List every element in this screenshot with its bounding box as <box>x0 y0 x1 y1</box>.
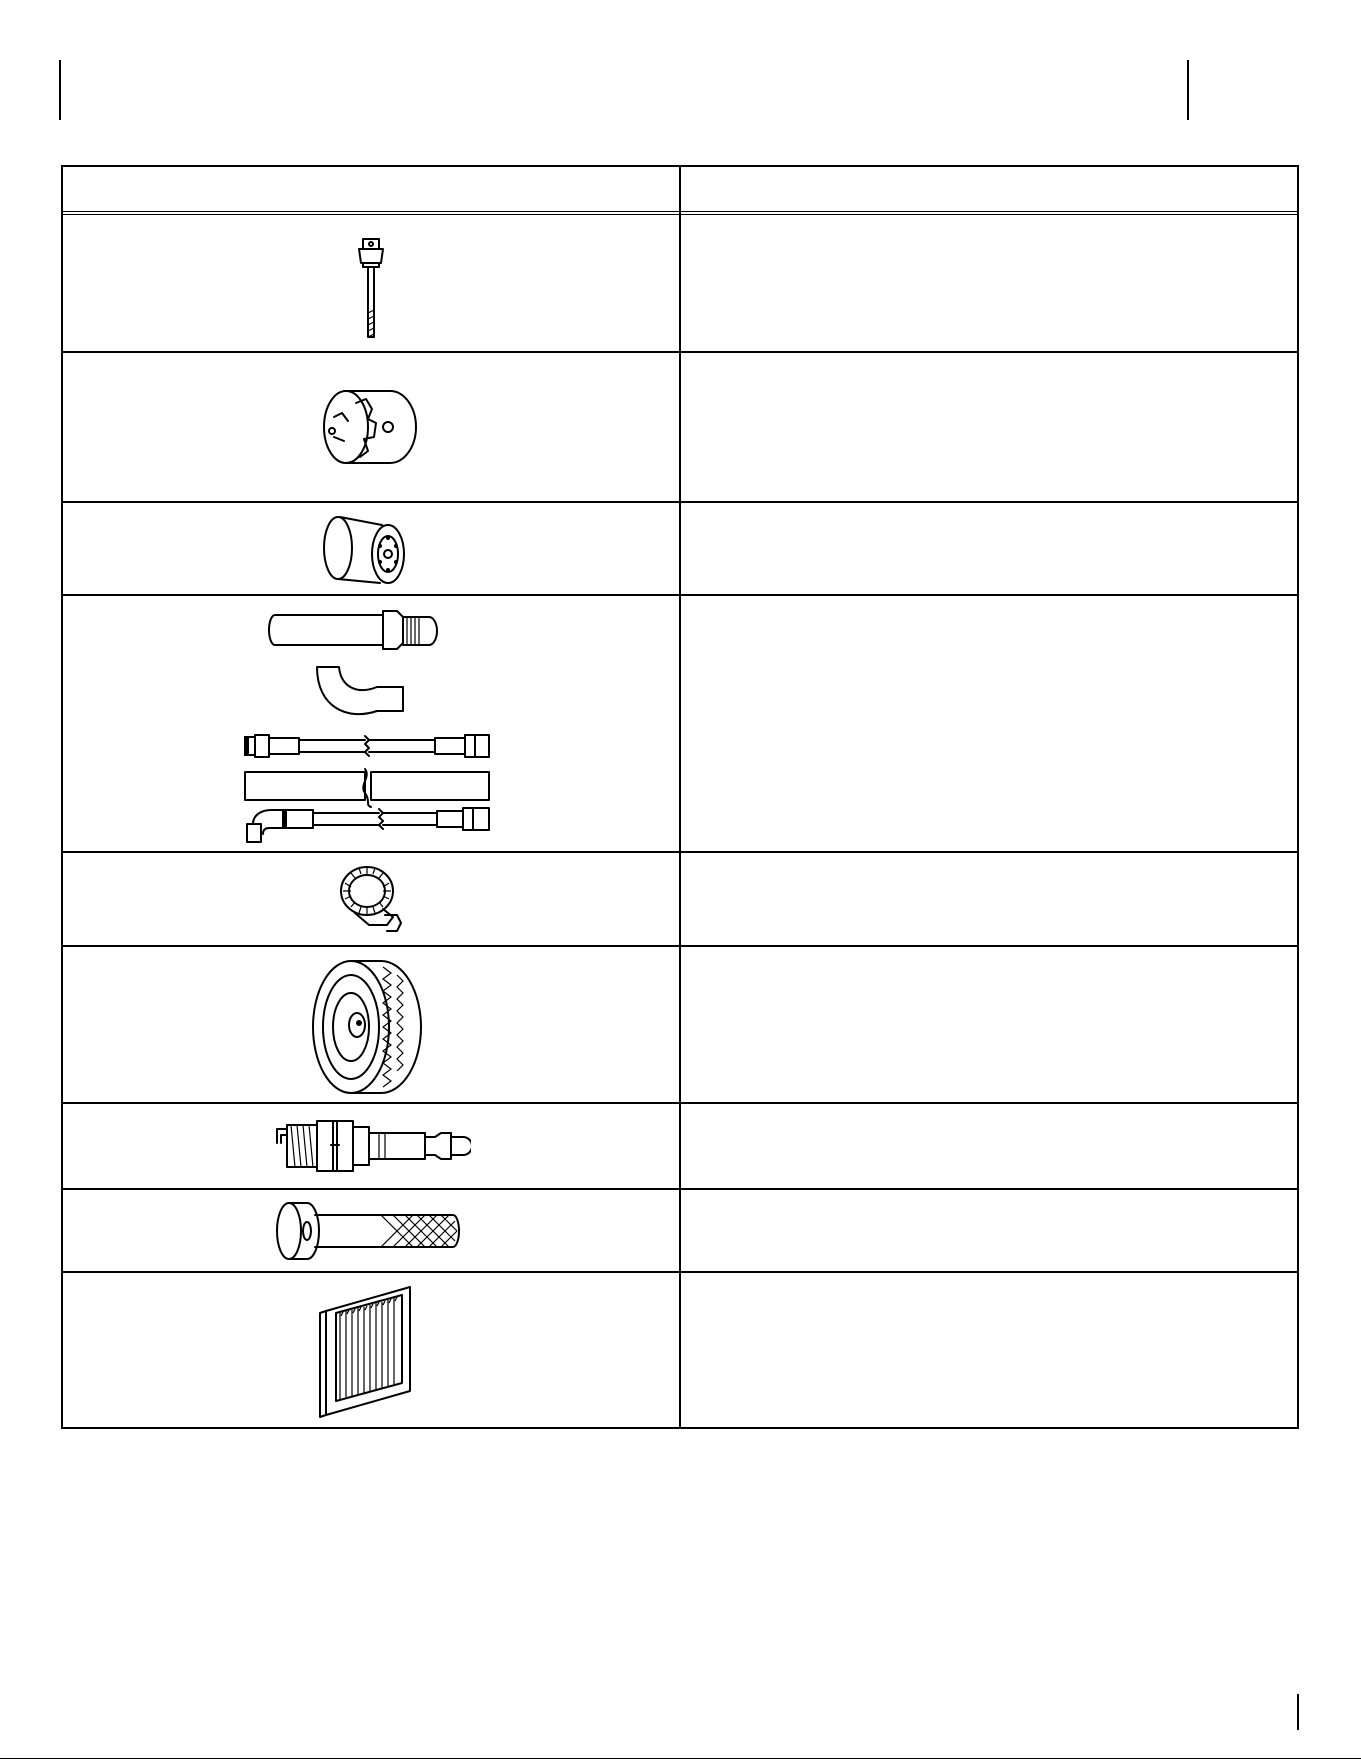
table-row <box>63 509 679 589</box>
table-row <box>63 1113 679 1179</box>
crop-mark-bottom-right <box>1297 1694 1299 1730</box>
crop-mark-left <box>59 60 61 120</box>
row-separator <box>63 594 1297 596</box>
table-row <box>63 233 679 343</box>
footer-rule <box>0 1758 1361 1759</box>
parts-table <box>61 165 1299 1429</box>
oil-filter-icon <box>316 509 426 589</box>
hose-set-icon <box>231 607 511 847</box>
row-separator <box>63 501 1297 503</box>
row-separator <box>63 1188 1297 1190</box>
table-row <box>63 1201 679 1261</box>
row-separator <box>63 1102 1297 1104</box>
row-separator <box>63 1271 1297 1273</box>
row-separator <box>63 945 1297 947</box>
shoulder-bolt-icon <box>271 1201 471 1261</box>
table-row <box>63 377 679 477</box>
row-separator <box>63 851 1297 853</box>
row-separator <box>63 351 1297 353</box>
table-row <box>63 1283 679 1419</box>
coupler-icon <box>316 377 426 477</box>
hose-clamp-icon <box>331 861 411 937</box>
spark-plug-icon <box>271 1113 471 1179</box>
column-divider <box>679 167 681 1427</box>
dipstick-icon <box>341 233 401 343</box>
wheel-icon <box>311 957 431 1097</box>
air-filter-icon <box>316 1283 426 1419</box>
table-row <box>63 607 679 847</box>
crop-mark-right <box>1187 60 1189 120</box>
table-row <box>63 861 679 937</box>
table-row <box>63 957 679 1097</box>
